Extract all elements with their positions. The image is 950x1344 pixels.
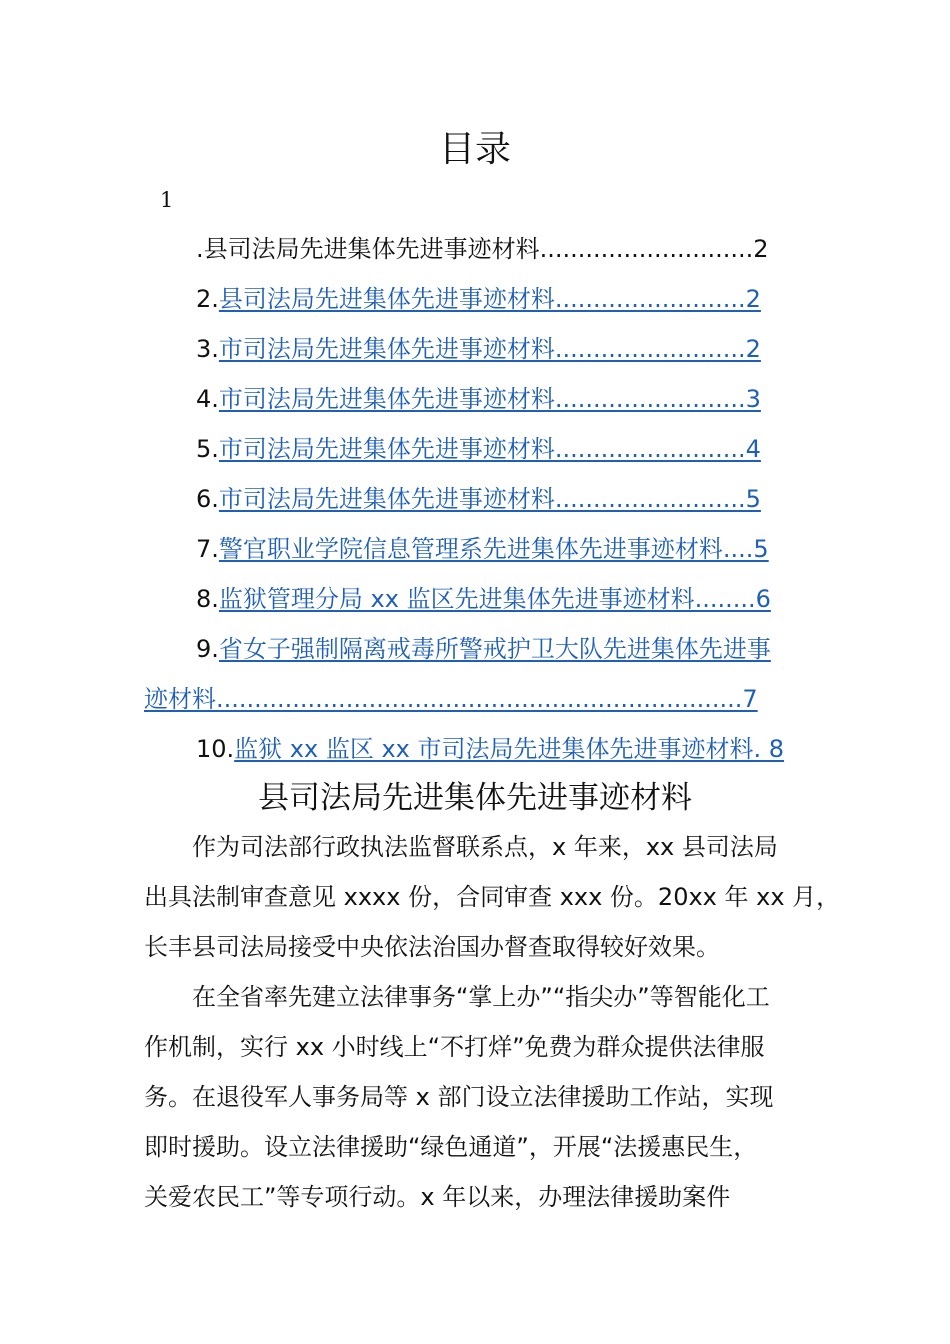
toc-entry-number: 2.	[196, 285, 219, 313]
toc-entry-link[interactable]: 市司法局先进集体先进事迹材料.........................4	[218, 435, 761, 463]
toc-entry-link[interactable]: 监狱管理分局 xx 监区先进集体先进事迹材料........6	[218, 585, 771, 613]
toc-entry[interactable]	[196, 383, 761, 415]
toc-entry-text: .县司法局先进集体先进事迹材料............................2	[196, 235, 769, 263]
toc-entry-link[interactable]: 市司法局先进集体先进事迹材料.........................5	[218, 485, 761, 513]
toc-entry-number: 3.	[196, 335, 219, 363]
toc-entry-number: 9.	[196, 635, 219, 663]
toc-entry[interactable]	[196, 583, 771, 615]
paragraph-line: 关爱农民工”等专项行动。x 年以来，办理法律援助案件	[144, 1183, 731, 1211]
toc-entry-continuation[interactable]	[144, 683, 758, 715]
toc-entry-number: 7.	[196, 535, 219, 563]
paragraph-line: 作为司法部行政执法监督联系点，x 年来，xx 县司法局	[192, 833, 778, 861]
paragraph-line: 在全省率先建立法律事务“掌上办”“指尖办”等智能化工	[192, 983, 770, 1011]
toc-entry-link[interactable]: 市司法局先进集体先进事迹材料.........................3	[218, 385, 761, 413]
toc-entry-number: 6.	[196, 485, 219, 513]
toc-entry-link[interactable]: 迹材料.....................................................................7	[144, 685, 758, 713]
toc-title: 目录	[438, 129, 511, 170]
toc-entry[interactable]	[196, 733, 784, 765]
toc-entry	[196, 233, 769, 265]
paragraph-line: 长丰县司法局接受中央依法治国办督查取得较好效果。	[144, 933, 720, 961]
toc-first-number: 1	[160, 188, 174, 212]
toc-entry[interactable]	[196, 633, 771, 665]
toc-entry[interactable]	[196, 283, 761, 315]
paragraph-line: 出具法制审查意见 xxxx 份，合同审查 xxx 份。20xx 年 xx 月，	[144, 883, 841, 911]
toc-entry[interactable]	[196, 533, 769, 565]
toc-entry[interactable]	[196, 433, 761, 465]
toc-entry-number: 5.	[196, 435, 219, 463]
toc-entry[interactable]	[196, 333, 761, 365]
toc-entry-link[interactable]: 省女子强制隔离戒毒所警戒护卫大队先进集体先进事	[218, 635, 771, 663]
toc-entry-link[interactable]: 市司法局先进集体先进事迹材料.........................2	[218, 335, 761, 363]
toc-entry-number: 4.	[196, 385, 219, 413]
toc-entry[interactable]	[196, 483, 761, 515]
section-heading: 县司法局先进集体先进事迹材料	[258, 780, 692, 816]
paragraph-line: 即时援助。设立法律援助“绿色通道”，开展“法援惠民生，	[144, 1133, 758, 1161]
toc-entry-number: 10.	[196, 735, 235, 763]
paragraph-line: 务。在退役军人事务局等 x 部门设立法律援助工作站，实现	[144, 1083, 774, 1111]
paragraph-line: 作机制，实行 xx 小时线上“不打烊”免费为群众提供法律服	[144, 1033, 765, 1061]
body-paragraph	[144, 972, 809, 1222]
body-paragraph	[144, 822, 841, 972]
toc-entry-link[interactable]: 监狱 xx 监区 xx 市司法局先进集体先进事迹材料. 8	[234, 735, 785, 763]
toc-entry-number: 8.	[196, 585, 219, 613]
toc-entry-link[interactable]: 警官职业学院信息管理系先进集体先进事迹材料....5	[218, 535, 769, 563]
toc-entry-link[interactable]: 县司法局先进集体先进事迹材料.........................2	[218, 285, 761, 313]
